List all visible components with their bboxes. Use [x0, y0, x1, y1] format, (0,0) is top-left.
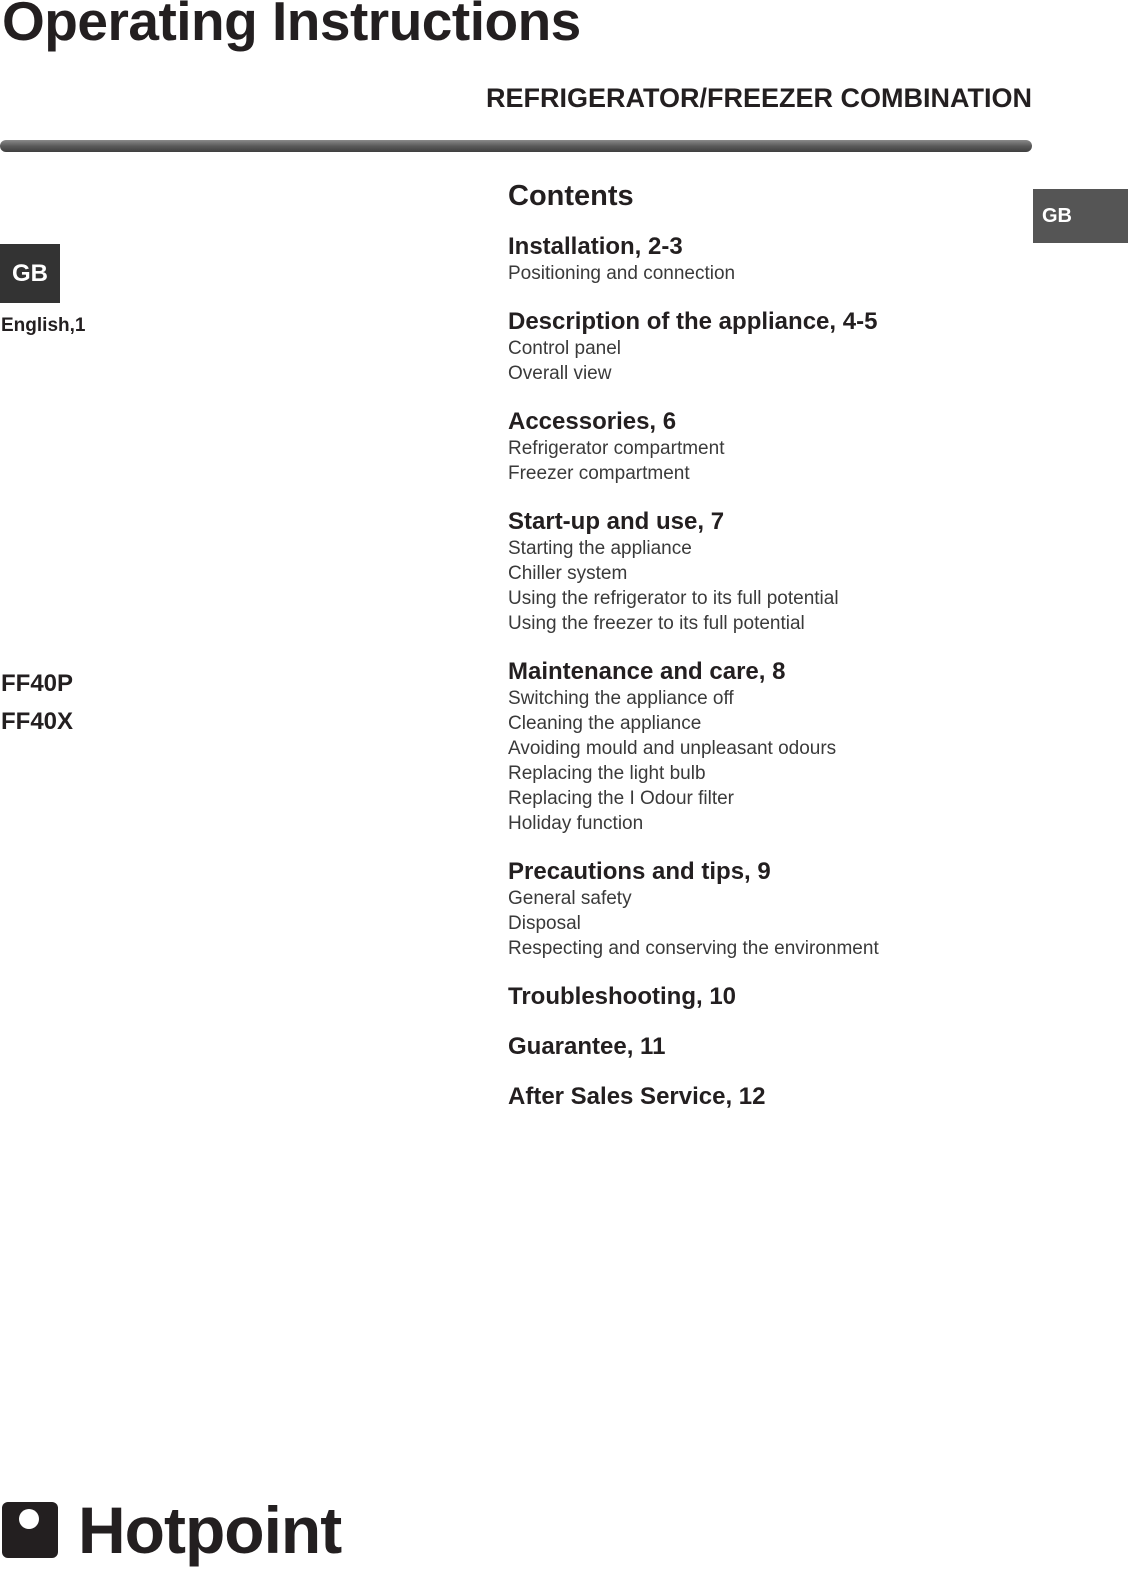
contents-section: [508, 307, 1028, 386]
section-item: Holiday function: [508, 813, 644, 834]
contents-section: [508, 507, 1028, 636]
table-of-contents: [508, 180, 1028, 1132]
section-item: Replacing the light bulb: [508, 763, 706, 784]
contents-section: [508, 657, 1028, 836]
section-item: Freezer compartment: [508, 463, 690, 484]
hotpoint-logo-icon: [2, 1502, 58, 1558]
section-item: Using the freezer to its full potential: [508, 613, 805, 634]
section-item: Disposal: [508, 913, 581, 934]
section-title: Maintenance and care, 8: [508, 658, 786, 685]
contents-section: [508, 857, 1028, 961]
header-divider: [0, 140, 1032, 152]
model-number: FF40X: [1, 708, 74, 735]
section-item: Respecting and conserving the environment: [508, 938, 879, 959]
contents-section: [508, 407, 1028, 486]
section-items: [508, 536, 1028, 636]
section-items: [508, 261, 1028, 286]
section-title: Precautions and tips, 9: [508, 858, 771, 885]
section-items: [508, 886, 1028, 961]
section-item: Chiller system: [508, 563, 628, 584]
section-items: [508, 686, 1028, 836]
language-page-ref: English,1: [1, 315, 86, 336]
section-item: Cleaning the appliance: [508, 713, 702, 734]
brand-logo: [2, 1495, 341, 1565]
section-item: Refrigerator compartment: [508, 438, 725, 459]
section-title: Installation, 2-3: [508, 233, 683, 260]
contents-section: [508, 1032, 1028, 1061]
section-items: [508, 436, 1028, 486]
section-item: Using the refrigerator to its full potential: [508, 588, 839, 609]
brand-name: Hotpoint: [78, 1493, 342, 1567]
language-tab: GB: [1033, 189, 1128, 243]
contents-section: [508, 982, 1028, 1011]
section-title: Start-up and use, 7: [508, 508, 725, 535]
section-item: Replacing the I Odour filter: [508, 788, 735, 809]
section-item: Avoiding mould and unpleasant odours: [508, 738, 837, 759]
model-number: FF40P: [1, 670, 74, 697]
contents-heading: Contents: [508, 180, 634, 212]
contents-section: [508, 232, 1028, 286]
section-title: Guarantee, 11: [508, 1033, 666, 1060]
section-item: Control panel: [508, 338, 622, 359]
section-title: Accessories, 6: [508, 408, 677, 435]
contents-sections: [508, 232, 1028, 1111]
section-item: Starting the appliance: [508, 538, 692, 559]
language-badge: GB: [0, 244, 60, 303]
page-title: Operating Instructions: [2, 0, 581, 52]
section-item: General safety: [508, 888, 632, 909]
section-item: Switching the appliance off: [508, 688, 734, 709]
section-item: Positioning and connection: [508, 263, 736, 284]
section-title: Description of the appliance, 4-5: [508, 308, 878, 335]
section-item: Overall view: [508, 363, 612, 384]
section-title: After Sales Service, 12: [508, 1083, 766, 1110]
model-list: [1, 665, 73, 741]
document-subtitle: REFRIGERATOR/FREEZER COMBINATION: [486, 83, 1032, 113]
section-title: Troubleshooting, 10: [508, 983, 737, 1010]
section-items: [508, 336, 1028, 386]
contents-section: [508, 1082, 1028, 1111]
